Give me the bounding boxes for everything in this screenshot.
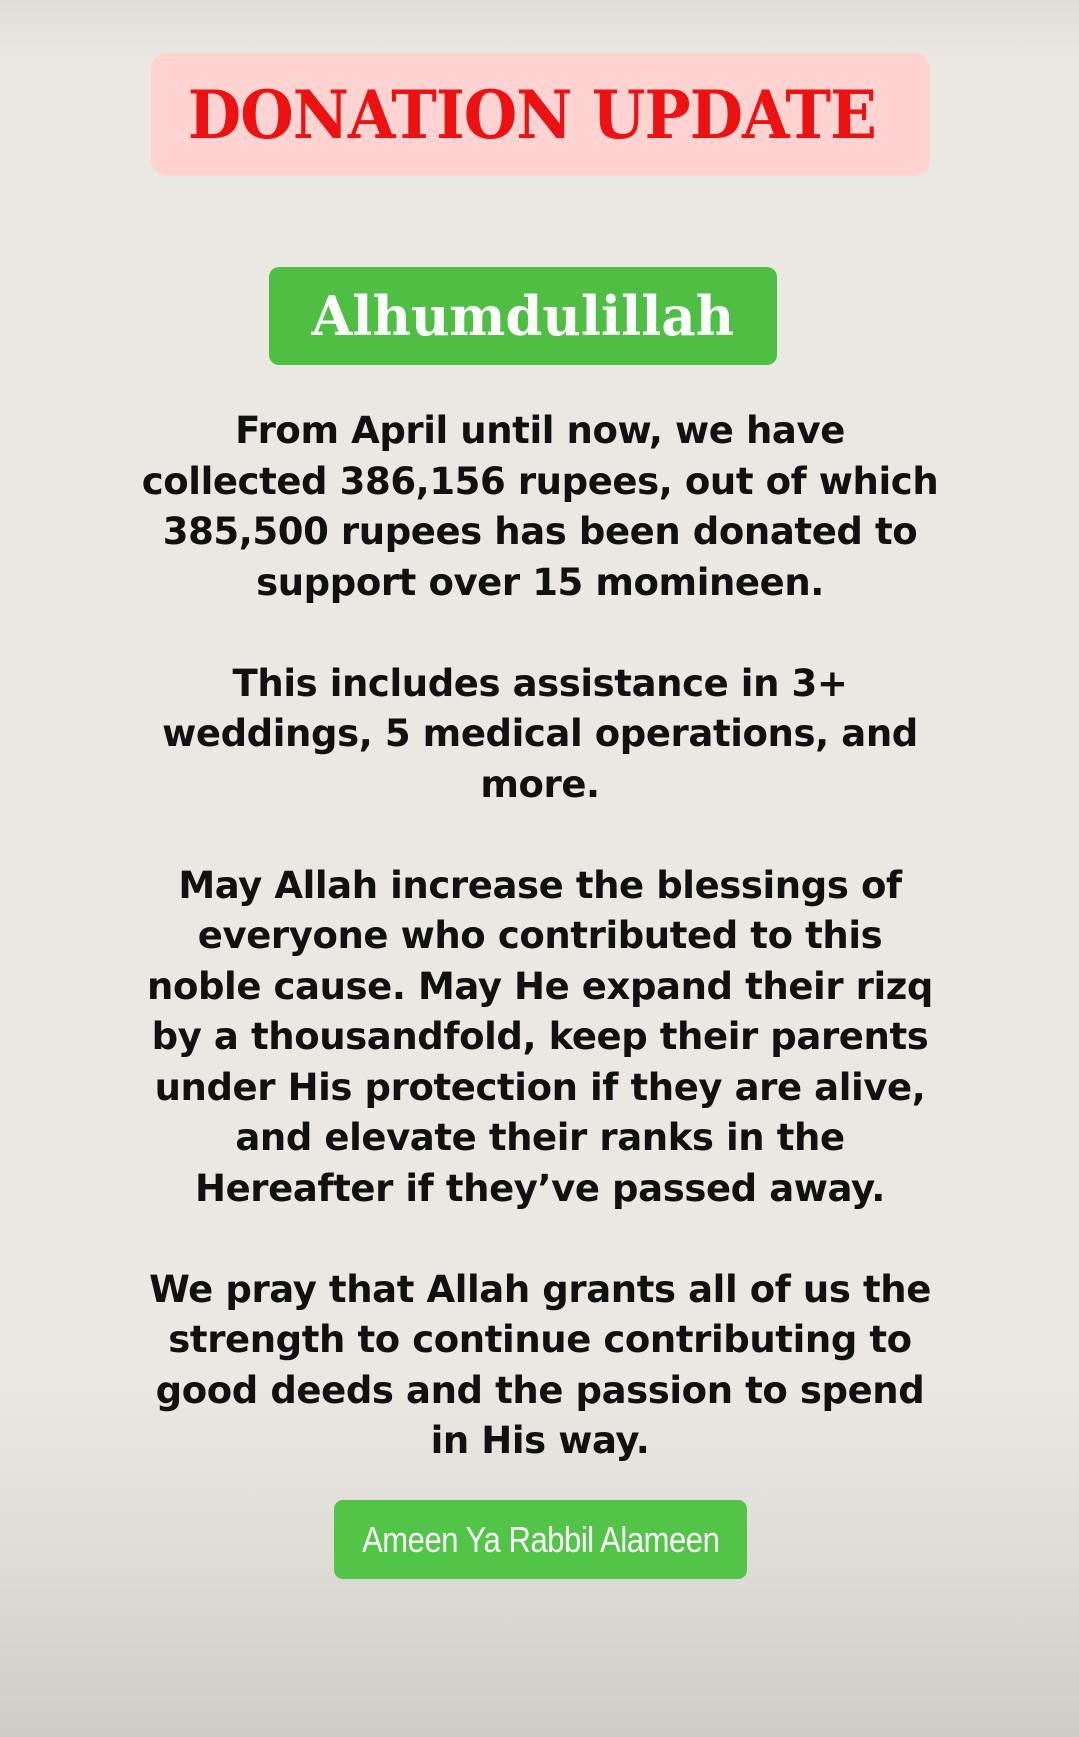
text-line: We pray that Allah grants all of us the [149, 1267, 931, 1311]
paragraph-collection-summary [130, 406, 950, 608]
page-title: DONATION UPDATE [187, 75, 876, 154]
text-line: Hereafter if they’ve passed away. [195, 1166, 885, 1210]
ameen-badge [334, 1500, 747, 1579]
text-line: From April until now, we have [235, 409, 845, 452]
alhumdulillah-label: Alhumdulillah [311, 284, 735, 348]
title-banner [151, 53, 930, 176]
text-line: strength to continue contributing to [168, 1318, 912, 1361]
text-line: noble cause. May He expand their rizq [147, 964, 933, 1008]
alhumdulillah-badge [269, 267, 777, 365]
paragraph-assistance [130, 659, 950, 811]
text-line: under His protection if they are alive, [154, 1065, 926, 1109]
text-line: support over 15 momineen. [256, 560, 824, 604]
paragraph-prayer [130, 1265, 950, 1467]
text-line: This includes assistance in 3+ [232, 661, 848, 705]
text-line: 385,500 rupees has been donated to [162, 510, 918, 553]
text-line: May Allah increase the blessings of [178, 863, 902, 907]
text-line: good deeds and the passion to spend [155, 1368, 925, 1412]
text-line: everyone who contributed to this [197, 914, 883, 957]
text-line: by a thousandfold, keep their parents [151, 1015, 929, 1058]
text-line: weddings, 5 medical operations, and [162, 712, 918, 755]
message-body [130, 406, 950, 1467]
text-line: collected 386,156 rupees, out of which [141, 459, 939, 503]
text-line: more. [480, 762, 600, 806]
text-line: in His way. [430, 1419, 650, 1462]
text-line: and elevate their ranks in the [235, 1116, 845, 1159]
ameen-label: Ameen Ya Rabbil Alameen [361, 1518, 720, 1560]
paragraph-blessings [130, 861, 950, 1215]
